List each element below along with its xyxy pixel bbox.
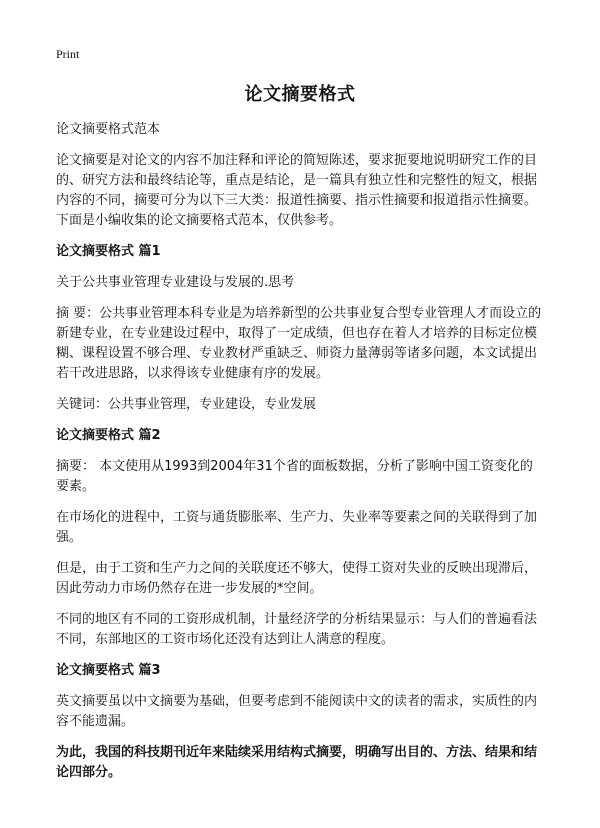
paragraph: 但是，由于工资和生产力之间的关联度还不够大，使得工资对失业的反映出现滞后，因此劳动力市场仍然存在进一步发展的*空间。	[56, 561, 538, 596]
paragraph: 不同的地区有不同的工资形成机制，计量经济学的分析结果显示：与人们的普遍看法不同，东部地区的工资市场化还没有达到让人满意的程度。	[56, 612, 538, 647]
page-title: 论文摘要格式	[244, 84, 356, 105]
section-heading-1: 论文摘要格式 篇1	[56, 244, 161, 259]
paragraph: 关键词：公共事业管理，专业建设，专业发展	[56, 397, 317, 412]
bold-paragraph: 为此，我国的科技期刊近年来陆续采用结构式摘要，明确写出目的、方法、结果和结论四部分。	[56, 745, 538, 780]
article-body	[56, 120, 544, 794]
paragraph: 关于公共事业管理专业建设与发展的.思考	[56, 275, 295, 290]
intro-paragraph: 论文摘要是对论文的内容不加注释和评论的简短陈述，要求扼要地说明研究工作的目的、研究方法和最终结论等，重点是结论，是一篇具有独立性和完整性的短文，根据内容的不同，摘要可分为以下三大类：报道性摘要、指示性摘要和报道指示性摘要。下面是小编收集的论文摘要格式范本，仅供参考。	[56, 153, 538, 228]
paragraph: 摘 要：公共事业管理本科专业是为培养新型的公共事业复合型专业管理人才而设立的新建专业，在专业建设过程中，取得了一定成绩，但也存在着人才培养的目标定位模糊、课程设置不够合理、专业教材严重缺乏、师资力量薄弱等诸多问题，本文试提出若干改进思路，以求得该专业健康有序的发展。	[56, 306, 542, 381]
paragraph: 在市场化的进程中，工资与通货膨胀率、生产力、失业率等要素之间的关联得到了加强。	[56, 510, 538, 545]
paragraph: 摘要： 本文使用从1993到2004年31个省的面板数据，分析了影响中国工资变化的要素。	[56, 459, 533, 494]
intro-label: 论文摘要格式范本	[56, 122, 161, 137]
section-heading-3: 论文摘要格式 篇3	[56, 663, 161, 678]
print-link[interactable]: Print	[56, 47, 80, 61]
paragraph: 英文摘要虽以中文摘要为基础，但要考虑到不能阅读中文的读者的需求，实质性的内容不能遗漏。	[56, 694, 538, 729]
section-heading-2: 论文摘要格式 篇2	[56, 428, 161, 443]
